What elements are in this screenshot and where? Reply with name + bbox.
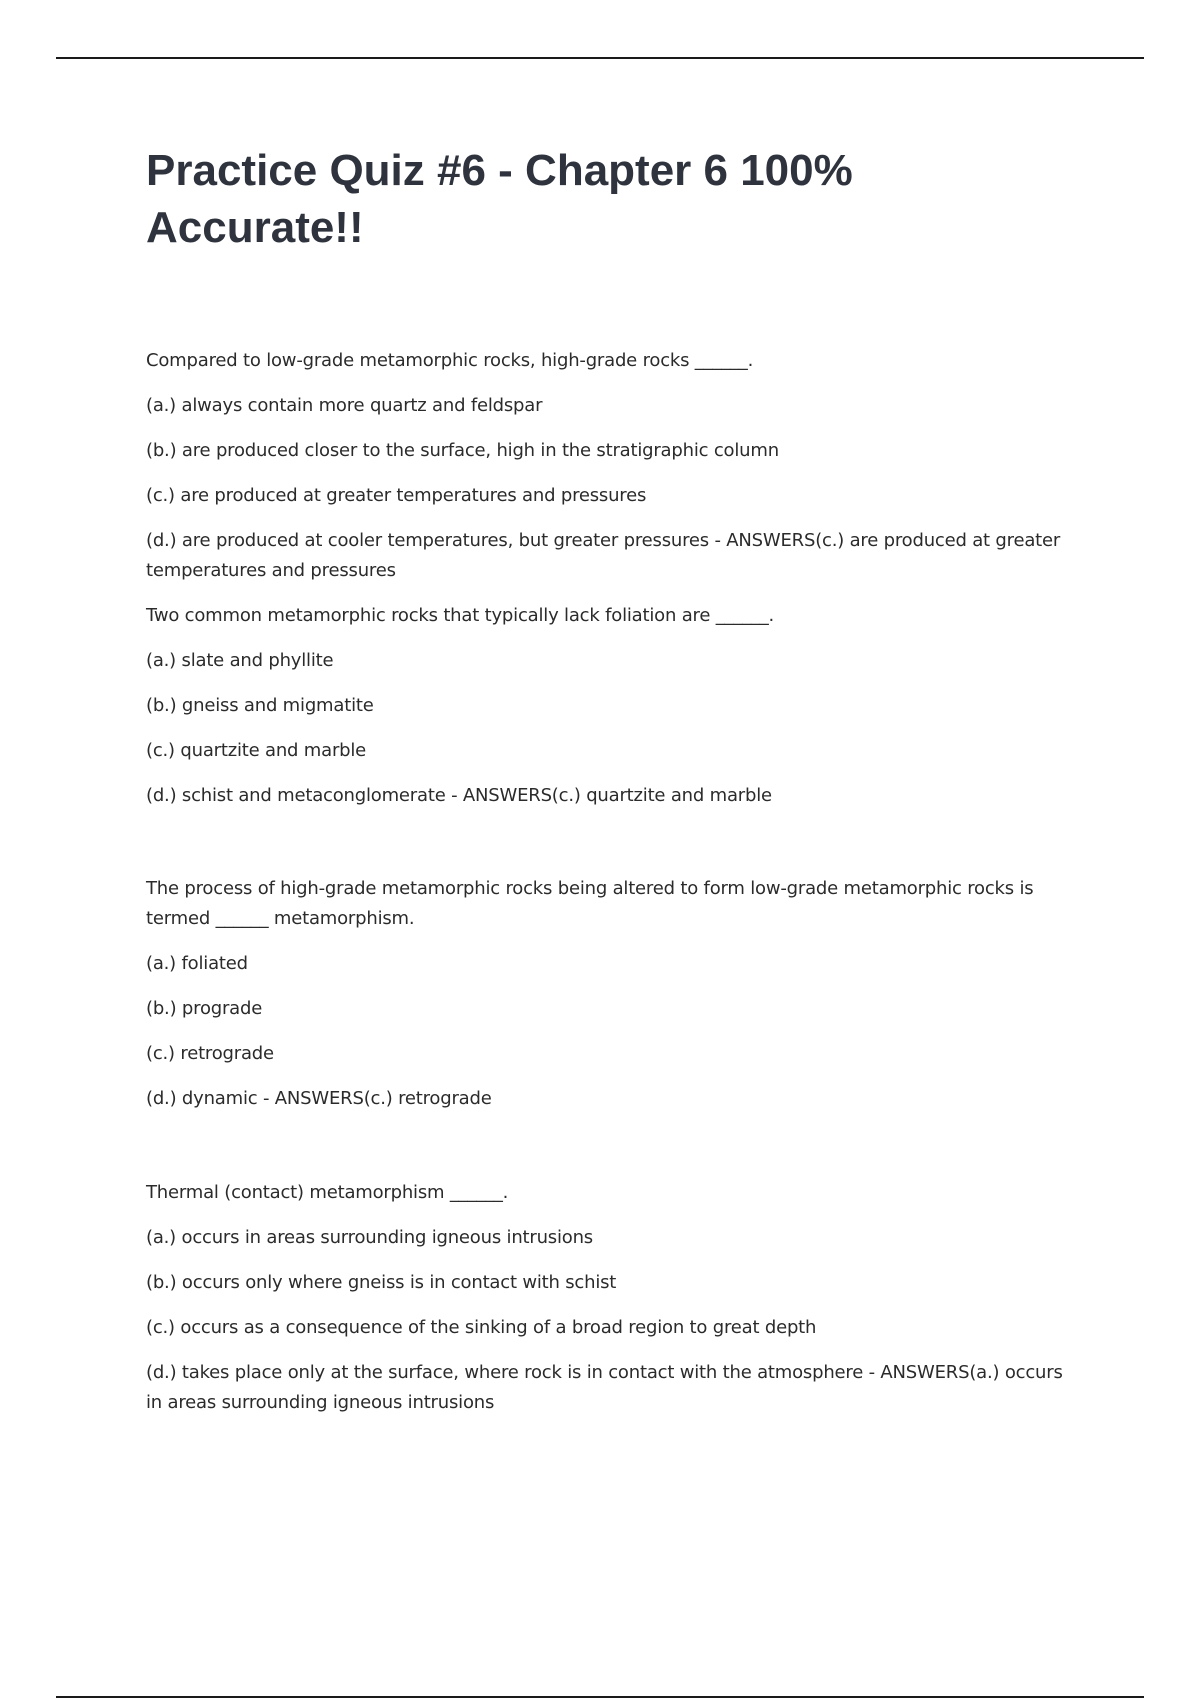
answer-option-b: (b.) occurs only where gneiss is in contact with schist [146,1272,617,1293]
answer-option-d: (d.) schist and metaconglomerate - ANSWERS(c.) quartzite and marble [146,785,772,806]
answer-option-a: (a.) slate and phyllite [146,650,334,671]
question-prompt: Compared to low-grade metamorphic rocks, high-grade rocks ______. [146,350,754,371]
answer-option-b: (b.) are produced closer to the surface, high in the stratigraphic column [146,440,779,461]
question-3 [146,874,1080,1129]
question-prompt: Two common metamorphic rocks that typically lack foliation are ______. [146,605,775,626]
answer-option-a: (a.) always contain more quartz and feldspar [146,395,543,416]
bottom-divider [56,1696,1144,1698]
top-divider [56,57,1144,59]
answer-option-d: (d.) are produced at cooler temperatures, but greater pressures - ANSWERS(c.) are produced at greater temperatures and pressures [146,530,1061,581]
answer-option-b: (b.) gneiss and migmatite [146,695,374,716]
answer-option-c: (c.) retrograde [146,1043,274,1064]
answer-option-b: (b.) prograde [146,998,263,1019]
question-1 [146,346,1080,826]
answer-option-c: (c.) occurs as a consequence of the sinking of a broad region to great depth [146,1317,817,1338]
question-prompt: Thermal (contact) metamorphism ______. [146,1182,509,1203]
answer-option-a: (a.) occurs in areas surrounding igneous intrusions [146,1227,593,1248]
answer-option-d: (d.) dynamic - ANSWERS(c.) retrograde [146,1088,492,1109]
answer-option-a: (a.) foliated [146,953,248,974]
question-prompt: The process of high-grade metamorphic rocks being altered to form low-grade metamorphic rocks is termed ______ metamorphism. [146,878,1034,929]
answer-option-c: (c.) are produced at greater temperatures and pressures [146,485,647,506]
page-title: Practice Quiz #6 - Chapter 6 100% Accurate!! [146,146,853,252]
question-4 [146,1178,1080,1433]
answer-option-d: (d.) takes place only at the surface, where rock is in contact with the atmosphere - ANSWERS(a.) occurs in areas surrounding igneous intrusions [146,1362,1063,1413]
answer-option-c: (c.) quartzite and marble [146,740,367,761]
